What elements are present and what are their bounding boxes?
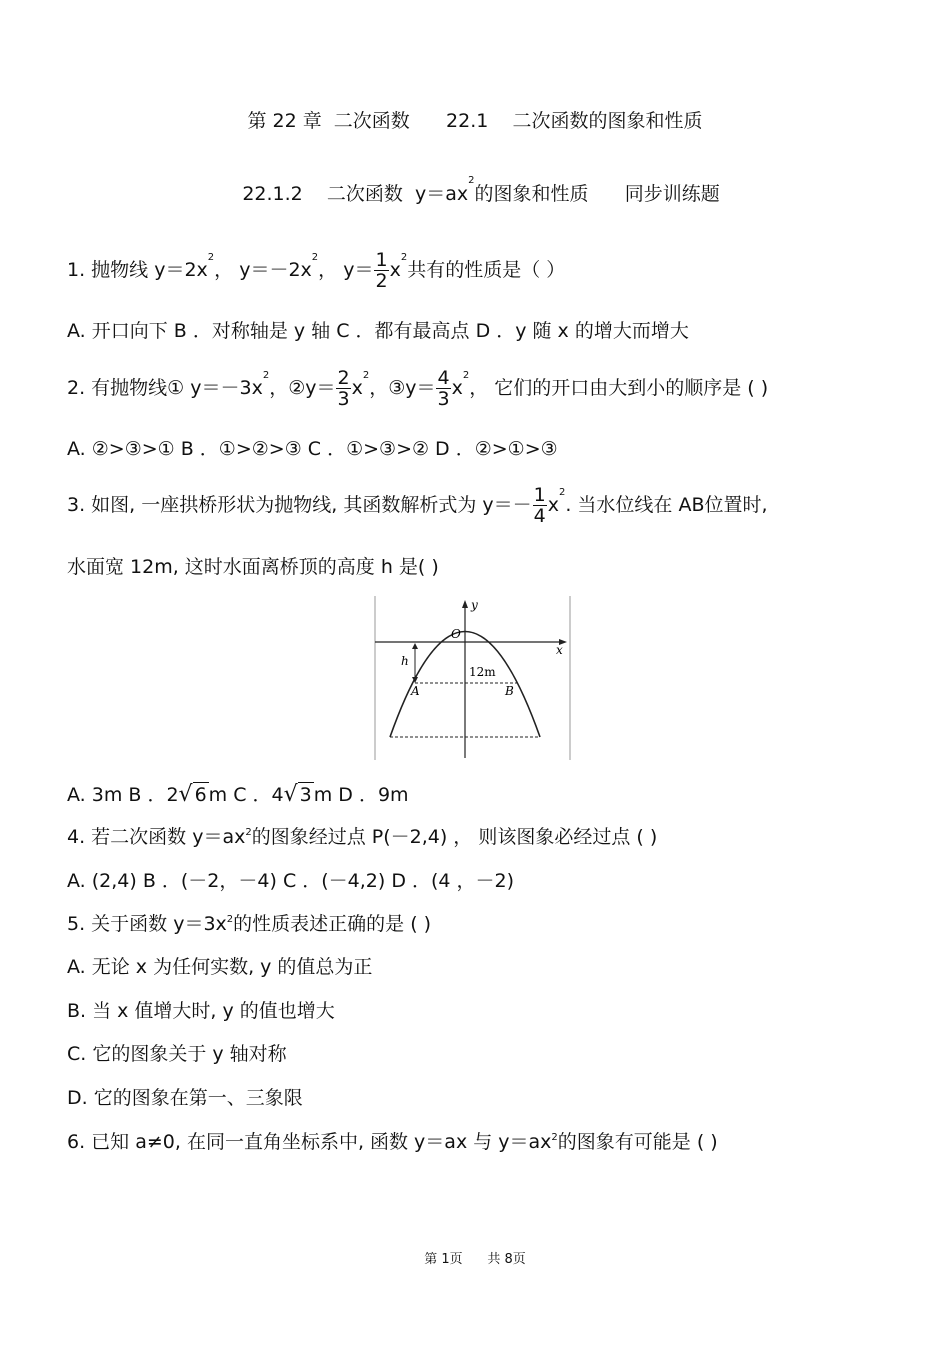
numerator: 2	[337, 367, 350, 389]
question-5-option-d: D. 它的图象在第一、三象限	[67, 1087, 303, 1109]
q4-text-a: 4. 若二次函数 y＝ax	[67, 826, 246, 848]
radicand: 6	[194, 784, 207, 806]
q3-option-e: m D ．9m	[313, 784, 409, 806]
exponent: 2	[226, 914, 234, 925]
q3-text-b: x	[547, 494, 559, 516]
exponent: 2	[245, 827, 252, 838]
exponent: 2	[262, 370, 270, 381]
exponent: 2	[462, 370, 470, 381]
question-5-option-b: B. 当 x 值增大时, y 的值也增大	[67, 1000, 335, 1022]
q6-text-b: 的图象有可能是 ( )	[557, 1131, 718, 1153]
q3-option-a: A. 3m B ．2	[67, 784, 179, 806]
x-axis-label: x	[556, 643, 563, 657]
question-1	[67, 250, 565, 291]
chapter-title: 第 22 章 二次函数 22.1 二次函数的图象和性质	[247, 110, 703, 132]
fraction	[533, 485, 547, 526]
exponent: 2	[400, 252, 408, 263]
exponent: 2	[207, 252, 215, 263]
q1-text-c: ， y＝	[318, 259, 374, 281]
sqrt-icon: √	[283, 782, 298, 807]
q5-text-a: 5. 关于函数 y＝3x	[67, 913, 227, 935]
sqrt-icon: √	[178, 782, 193, 807]
denominator: 2	[375, 270, 388, 292]
y-axis-label: y	[471, 598, 478, 612]
q4-text-b: 的图象经过点 P(－2,4) ， 则该图象必经过点 ( )	[251, 826, 658, 848]
q2-text-c: x	[351, 377, 363, 399]
question-5-option-a: A. 无论 x 为任何实数, y 的值总为正	[67, 956, 373, 978]
q1-text-d: x	[389, 259, 401, 281]
point-a-label: A	[411, 684, 420, 698]
numerator: 1	[375, 249, 388, 271]
question-2	[67, 368, 768, 409]
section-title	[0, 157, 950, 206]
exponent: 2	[468, 175, 475, 186]
fraction	[336, 368, 350, 409]
q2-text-e: x	[451, 377, 463, 399]
q1-text-a: 1. 抛物线 y＝2x	[67, 259, 208, 281]
y-axis-arrow-icon	[462, 600, 468, 608]
fraction	[436, 368, 450, 409]
question-6	[67, 1130, 718, 1154]
numerator: 4	[437, 367, 450, 389]
numerator: 1	[533, 484, 546, 506]
question-5	[67, 912, 431, 936]
q3-text-c: . 当水位线在 AB位置时,	[565, 494, 768, 516]
width-label: 12m	[469, 665, 496, 679]
q2-text-a: 2. 有抛物线① y＝－3x	[67, 377, 263, 399]
question-4	[67, 825, 657, 849]
question-3	[67, 485, 768, 526]
question-5-option-c: C. 它的图象关于 y 轴对称	[67, 1043, 287, 1065]
page-footer: 第 1页 共 8页	[424, 1252, 526, 1267]
denominator: 3	[337, 388, 350, 410]
q5-text-b: 的性质表述正确的是 ( )	[233, 913, 432, 935]
denominator: 4	[533, 505, 546, 527]
q2-text-b: ，②y＝	[269, 377, 336, 399]
exponent: 2	[311, 252, 319, 263]
q3-text-a: 3. 如图, 一座拱桥形状为抛物线, 其函数解析式为 y＝－	[67, 494, 532, 516]
q1-text-e: 共有的性质是（ ）	[407, 259, 566, 281]
q2-text-d: ，③y＝	[369, 377, 436, 399]
radicand: 3	[299, 784, 312, 806]
question-1-options: A. 开口向下 B ．对称轴是 y 轴 C ．都有最高点 D ．y 随 x 的增大而增大	[67, 320, 689, 342]
question-3-line-2: 水面宽 12m, 这时水面离桥顶的高度 h 是( )	[67, 556, 439, 578]
question-2-options: A. ②>③>① B ．①>②>③ C ．①>③>② D ．②>①>③	[67, 438, 558, 460]
h-label: h	[401, 654, 409, 668]
q1-text-b: ， y＝－2x	[214, 259, 312, 281]
origin-label: O	[451, 627, 461, 641]
bridge-figure	[373, 596, 573, 762]
exponent: 2	[558, 487, 566, 498]
section-title-prefix: 22.1.2 二次函数 y＝ax	[242, 183, 469, 205]
exponent: 2	[362, 370, 370, 381]
q3-option-c: m C ．4	[208, 784, 284, 806]
q2-text-f: ， 它们的开口由大到小的顺序是 ( )	[469, 377, 769, 399]
question-4-options: A. (2,4) B ．(－2，－4) C ．(－4,2) D ．(4 ，－2)	[67, 870, 515, 892]
question-3-options	[67, 782, 409, 807]
exponent: 2	[551, 1132, 558, 1143]
point-b-label: B	[505, 684, 514, 698]
height-arrow-up-icon	[412, 643, 418, 649]
fraction	[374, 250, 388, 291]
q6-text-a: 6. 已知 a≠0, 在同一直角坐标系中, 函数 y＝ax 与 y＝ax	[67, 1131, 552, 1153]
denominator: 3	[437, 388, 450, 410]
section-title-suffix: 的图象和性质 同步训练题	[474, 183, 720, 205]
